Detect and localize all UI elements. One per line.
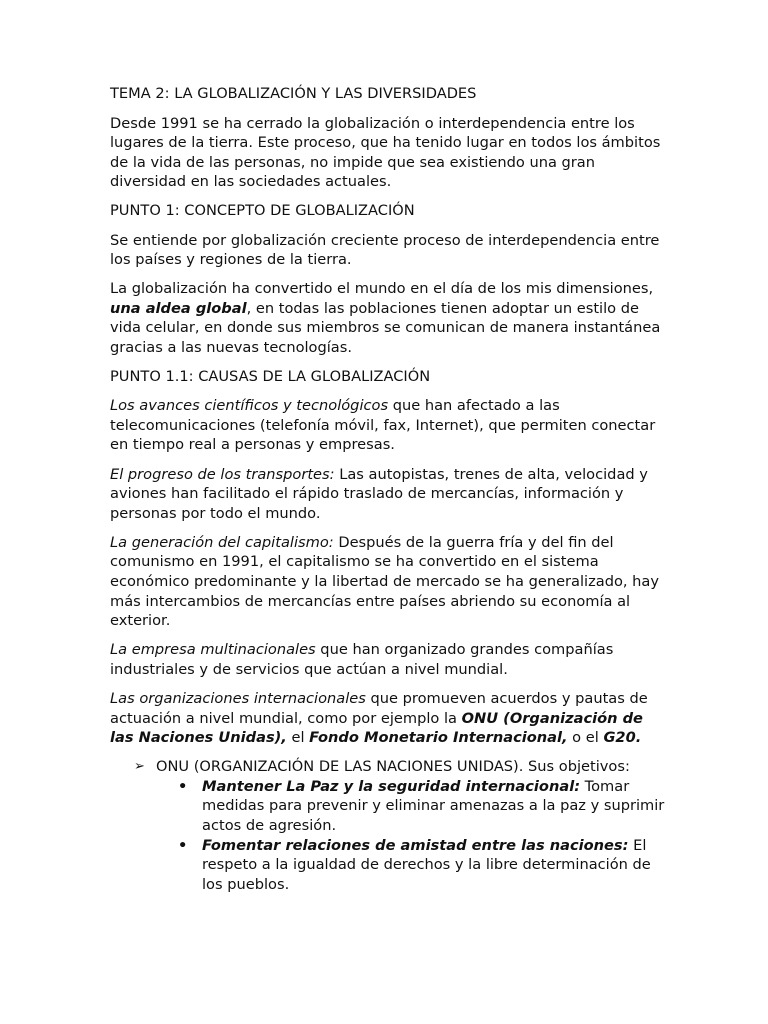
bullet-dot-icon: • (178, 836, 188, 854)
organizations-connector: el (286, 729, 310, 747)
section-heading-punto-1: PUNTO 1: CONCEPTO DE GLOBALIZACIÓN (110, 202, 415, 220)
bullet-dot-icon: • (178, 777, 188, 795)
objective-title: Fomentar relaciones de amistad entre las naciones: (202, 836, 629, 854)
cause-paragraph (110, 533, 670, 631)
cause-lead: El progreso de los transportes: (110, 465, 335, 483)
cause-paragraph (110, 465, 670, 524)
onu-list (110, 757, 670, 894)
onu-list-item (134, 757, 670, 894)
cause-lead: La empresa multinacionales (110, 641, 316, 659)
document-title: TEMA 2: LA GLOBALIZACIÓN Y LAS DIVERSIDADES (110, 85, 477, 102)
cause-lead: La generación del capitalismo: (110, 533, 334, 551)
fmi-term: Fondo Monetario Internacional, (309, 729, 568, 747)
organizations-lead: Las organizaciones internacionales (110, 689, 366, 707)
organizations-text: que promueven acuerdos y pautas de actuación a nivel mundial, como por ejemplo la (110, 689, 648, 727)
cause-text: Después de la guerra fría y del fin del comunismo en 1991, el capitalismo se ha convertido en el sistema económico predominante y la libertad de mercado se ha generalizado, hay más intercambios de mercancías entre países abriendo su economía al exterior. (110, 533, 659, 630)
arrow-bullet-icon: ➢ (134, 759, 145, 775)
objective-item (178, 777, 670, 836)
cause-text: Las autopistas, trenes de alta, velocidad y aviones han facilitado el rápido traslado de mercancías, información y personas por todo el mundo. (110, 465, 648, 522)
objective-title: Mantener La Paz y la seguridad internacional: (202, 777, 581, 795)
definition-paragraph: Se entiende por globalización creciente proceso de interdependencia entre los países y regiones de la tierra. (110, 231, 660, 269)
cause-lead: Los avances científicos y tecnológicos (110, 397, 389, 415)
organizations-connector: o el (567, 729, 604, 747)
document-page (110, 84, 670, 894)
cause-text: que han afectado a las telecomunicaciones (telefonía móvil, fax, Internet), que permiten conectar en tiempo real a personas y empresas. (110, 397, 656, 454)
onu-term: ONU (Organización de las Naciones Unidas), (110, 709, 643, 747)
global-village-text-c: , en todas las poblaciones tienen adoptar un estilo de vida celular, en donde sus miembros se comunican de manera instantánea gracias a las nuevas tecnologías. (110, 299, 661, 357)
section-heading-punto-1-1: PUNTO 1.1: CAUSAS DE LA GLOBALIZACIÓN (110, 368, 431, 386)
objective-text: El respeto a la igualdad de derechos y la libre determinación de los pueblos. (202, 836, 651, 893)
global-village-paragraph (110, 279, 670, 357)
organizations-paragraph (110, 689, 670, 748)
global-village-term: una aldea global (110, 299, 247, 317)
onu-list-item-text: ONU (ORGANIZACIÓN DE LAS NACIONES UNIDAS). Sus objetivos: (156, 758, 630, 776)
objective-text: Tomar medidas para prevenir y eliminar amenazas a la paz y suprimir actos de agresión. (202, 777, 665, 834)
objective-item (178, 836, 670, 895)
cause-paragraph (110, 640, 670, 679)
onu-objectives-list (156, 777, 670, 895)
global-village-text-a: La globalización ha convertido el mundo en el día de los mis dimensiones, (110, 280, 654, 298)
g20-term: G20. (603, 729, 642, 747)
cause-text: que han organizado grandes compañías industriales y de servicios que actúan a nivel mundial. (110, 641, 614, 678)
intro-paragraph: Desde 1991 se ha cerrado la globalización o interdependencia entre los lugares de la tierra. Este proceso, que ha tenido lugar en todos los ámbitos de la vida de las personas, no impide que sea existiendo una gran diversidad en las sociedades actuales. (110, 114, 661, 191)
cause-paragraph (110, 396, 670, 455)
